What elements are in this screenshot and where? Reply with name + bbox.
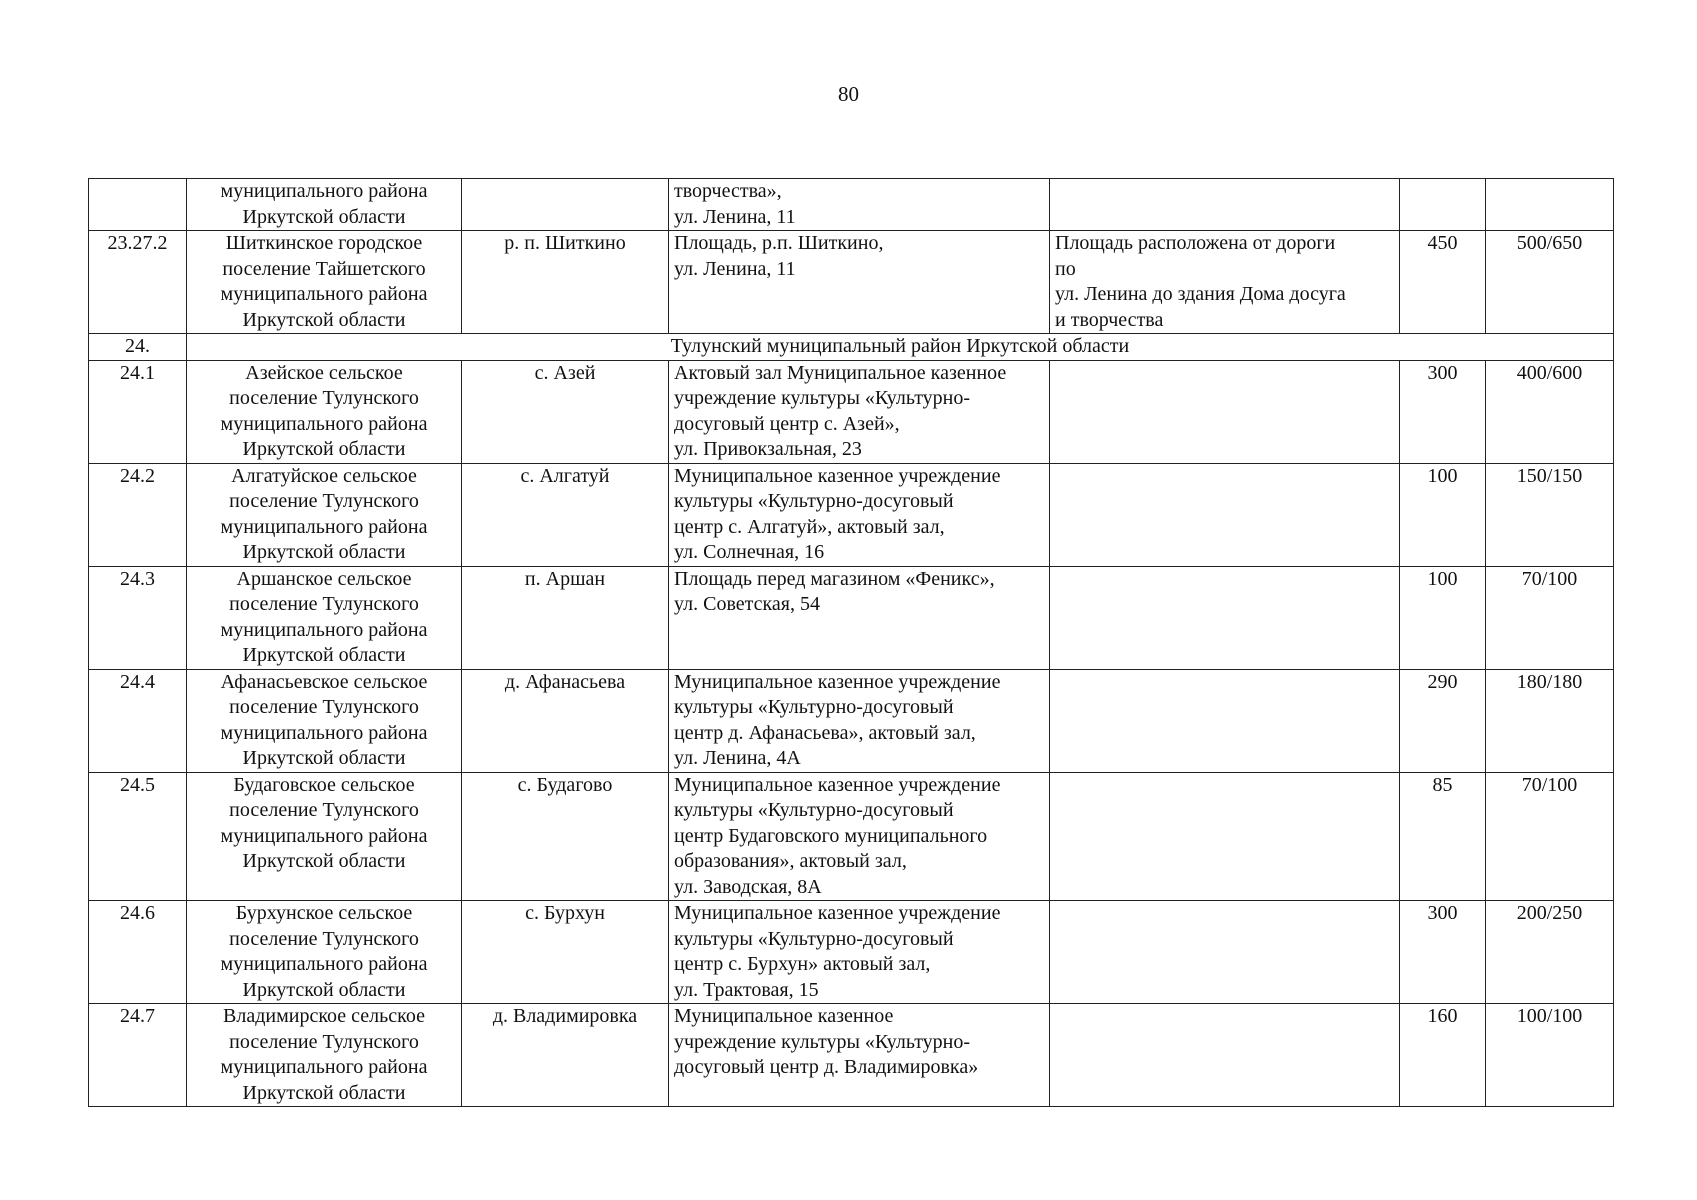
settlement-cell-line: поселение Тулунского: [229, 1030, 419, 1053]
settlement-cell-line: поселение Тулунского: [229, 387, 419, 409]
note-cell-line: ул. Ленина до здания Дома досуга: [1055, 283, 1346, 305]
address-cell-line: центр с. Бурхун» актовый зал,: [674, 953, 931, 975]
settlement-cell-line: Иркутской области: [242, 978, 406, 1001]
row-number: 24.5: [89, 772, 187, 901]
note-cell: [1050, 1004, 1400, 1107]
row-number: 24.4: [89, 669, 187, 772]
table-row: [89, 566, 1614, 669]
row-number: 24.: [89, 334, 187, 361]
capacity-cell: 70/100: [1486, 772, 1614, 901]
area-cell: 100: [1400, 463, 1486, 566]
place-cell: с. Будагово: [462, 772, 669, 901]
address-cell-line: ул. Советская, 54: [674, 593, 820, 615]
row-number: 24.7: [89, 1004, 187, 1107]
address-cell-line: культуры «Культурно-досуговый: [674, 927, 954, 950]
table-row: [89, 179, 1614, 231]
settlement-cell-line: поселение Тулунского: [229, 799, 419, 821]
note-cell-line: по: [1055, 257, 1076, 280]
table-row: [89, 463, 1614, 566]
capacity-cell: 150/150: [1486, 463, 1614, 566]
settlement-cell-line: Иркутской области: [242, 308, 406, 331]
area-cell: 300: [1400, 360, 1486, 463]
settlement-cell-line: поселение Тайшетского: [222, 257, 426, 280]
note-cell: [1050, 360, 1400, 463]
row-number: 24.6: [89, 901, 187, 1004]
capacity-cell: 400/600: [1486, 360, 1614, 463]
settlement-cell-line: муниципального района: [220, 180, 428, 202]
address-cell: [669, 463, 1050, 566]
section-row: [89, 334, 1614, 361]
settlement-cell-line: муниципального района: [220, 1056, 428, 1078]
note-cell: [1050, 772, 1400, 901]
area-cell: 100: [1400, 566, 1486, 669]
settlement-cell-line: Иркутской области: [242, 1081, 406, 1104]
settlement-cell-line: поселение Тулунского: [229, 490, 419, 512]
settlement-cell-line: Иркутской области: [242, 747, 406, 769]
settlement-cell: [187, 360, 462, 463]
capacity-cell: 70/100: [1486, 566, 1614, 669]
place-cell: д. Владимировка: [462, 1004, 669, 1107]
settlement-cell-line: муниципального района: [220, 515, 428, 538]
settlement-cell-line: Афанасьевское сельское: [220, 670, 428, 693]
place-cell: д. Афанасьева: [462, 669, 669, 772]
place-cell: с. Бурхун: [462, 901, 669, 1004]
row-number: [89, 179, 187, 231]
settlement-cell-line: муниципального района: [220, 721, 428, 744]
address-cell: [669, 772, 1050, 901]
address-cell-line: Муниципальное казенное учреждение: [674, 773, 1001, 796]
address-cell-line: досуговый центр д. Владимировка»: [674, 1056, 979, 1078]
table-row: [89, 360, 1614, 463]
settlement-cell-line: Владимирское сельское: [223, 1005, 425, 1027]
section-title: Тулунский муниципальный район Иркутской области: [187, 334, 1614, 361]
address-cell: [669, 231, 1050, 334]
address-cell-line: учреждение культуры «Культурно-: [674, 387, 971, 409]
row-number: 24.1: [89, 360, 187, 463]
address-cell-line: Муниципальное казенное учреждение: [674, 902, 1001, 924]
address-cell-line: центр Будаговского муниципального: [674, 824, 988, 847]
settlement-cell-line: Иркутской области: [242, 644, 406, 666]
settlement-cell: [187, 231, 462, 334]
settlement-cell-line: муниципального района: [220, 412, 428, 435]
address-cell: [669, 179, 1050, 231]
address-cell-line: ул. Солнечная, 16: [674, 541, 825, 563]
area-cell: 450: [1400, 231, 1486, 334]
settlement-cell-line: Азейское сельское: [245, 361, 403, 384]
address-cell-line: Муниципальное казенное: [674, 1005, 894, 1027]
table-row: [89, 669, 1614, 772]
address-cell-line: досуговый центр с. Азей»,: [674, 412, 900, 435]
area-cell: 160: [1400, 1004, 1486, 1107]
settlement-cell-line: муниципального района: [220, 283, 428, 305]
place-cell: р. п. Шиткино: [462, 231, 669, 334]
settlement-cell-line: поселение Тулунского: [229, 927, 419, 950]
settlement-cell-line: муниципального района: [220, 824, 428, 847]
settlement-cell-line: поселение Тулунского: [229, 593, 419, 615]
row-number: 23.27.2: [89, 231, 187, 334]
note-cell: [1050, 669, 1400, 772]
area-cell: [1400, 179, 1486, 231]
address-cell: [669, 669, 1050, 772]
address-cell-line: культуры «Культурно-досуговый: [674, 696, 954, 718]
table-row: [89, 772, 1614, 901]
capacity-cell: 100/100: [1486, 1004, 1614, 1107]
address-cell-line: ул. Ленина, 4А: [674, 747, 801, 769]
address-cell-line: культуры «Культурно-досуговый: [674, 490, 954, 512]
table-row: [89, 231, 1614, 334]
address-cell: [669, 901, 1050, 1004]
address-cell-line: ул. Ленина, 11: [674, 205, 796, 228]
row-number: 24.3: [89, 566, 187, 669]
settlement-cell: [187, 669, 462, 772]
venues-table: [88, 178, 1614, 1107]
address-cell-line: Муниципальное казенное учреждение: [674, 464, 1001, 487]
row-number: 24.2: [89, 463, 187, 566]
address-cell-line: Площадь перед магазином «Феникс»,: [674, 567, 995, 590]
capacity-cell: 200/250: [1486, 901, 1614, 1004]
note-cell-line: и творчества: [1055, 308, 1164, 331]
settlement-cell-line: муниципального района: [220, 953, 428, 975]
address-cell-line: центр с. Алгатуй», актовый зал,: [674, 515, 945, 538]
page-number: 80: [838, 82, 859, 106]
place-cell: с. Алгатуй: [462, 463, 669, 566]
address-cell: [669, 1004, 1050, 1107]
capacity-cell: 500/650: [1486, 231, 1614, 334]
settlement-cell-line: Иркутской области: [242, 205, 406, 228]
table-body: [89, 179, 1614, 1107]
address-cell-line: творчества»,: [674, 180, 782, 202]
note-cell: [1050, 566, 1400, 669]
settlement-cell-line: Аршанское сельское: [236, 567, 412, 590]
note-cell: [1050, 463, 1400, 566]
settlement-cell-line: Иркутской области: [242, 541, 406, 563]
area-cell: 290: [1400, 669, 1486, 772]
settlement-cell-line: Будаговское сельское: [233, 773, 415, 796]
address-cell-line: Муниципальное казенное учреждение: [674, 670, 1001, 693]
place-cell: с. Азей: [462, 360, 669, 463]
place-cell: [462, 179, 669, 231]
settlement-cell: [187, 1004, 462, 1107]
address-cell-line: ул. Ленина, 11: [674, 257, 796, 280]
settlement-cell-line: Шиткинское городское: [225, 232, 423, 254]
area-cell: 300: [1400, 901, 1486, 1004]
table-row: [89, 901, 1614, 1004]
address-cell-line: ул. Заводская, 8А: [674, 875, 822, 898]
capacity-cell: 180/180: [1486, 669, 1614, 772]
settlement-cell-line: Алгатуйское сельское: [231, 464, 417, 487]
address-cell: [669, 566, 1050, 669]
settlement-cell-line: муниципального района: [220, 618, 428, 641]
settlement-cell: [187, 566, 462, 669]
area-cell: 85: [1400, 772, 1486, 901]
address-cell-line: Актовый зал Муниципальное казенное: [674, 361, 1007, 384]
table-row: [89, 1004, 1614, 1107]
settlement-cell: [187, 463, 462, 566]
address-cell-line: учреждение культуры «Культурно-: [674, 1030, 971, 1053]
address-cell-line: образования», актовый зал,: [674, 850, 907, 872]
settlement-cell-line: Иркутской области: [242, 438, 406, 460]
note-cell-line: Площадь расположена от дороги: [1055, 232, 1336, 254]
settlement-cell: [187, 179, 462, 231]
capacity-cell: [1486, 179, 1614, 231]
settlement-cell-line: Иркутской области: [242, 850, 406, 872]
settlement-cell: [187, 901, 462, 1004]
address-cell-line: культуры «Культурно-досуговый: [674, 799, 954, 821]
note-cell: [1050, 231, 1400, 334]
settlement-cell: [187, 772, 462, 901]
address-cell-line: Площадь, р.п. Шиткино,: [674, 232, 884, 254]
settlement-cell-line: поселение Тулунского: [229, 696, 419, 718]
address-cell-line: ул. Привокзальная, 23: [674, 438, 862, 460]
place-cell: п. Аршан: [462, 566, 669, 669]
settlement-cell-line: Бурхунское сельское: [235, 902, 413, 924]
note-cell: [1050, 901, 1400, 1004]
address-cell-line: ул. Трактовая, 15: [674, 978, 819, 1001]
address-cell-line: центр д. Афанасьева», актовый зал,: [674, 721, 976, 744]
address-cell: [669, 360, 1050, 463]
note-cell: [1050, 179, 1400, 231]
